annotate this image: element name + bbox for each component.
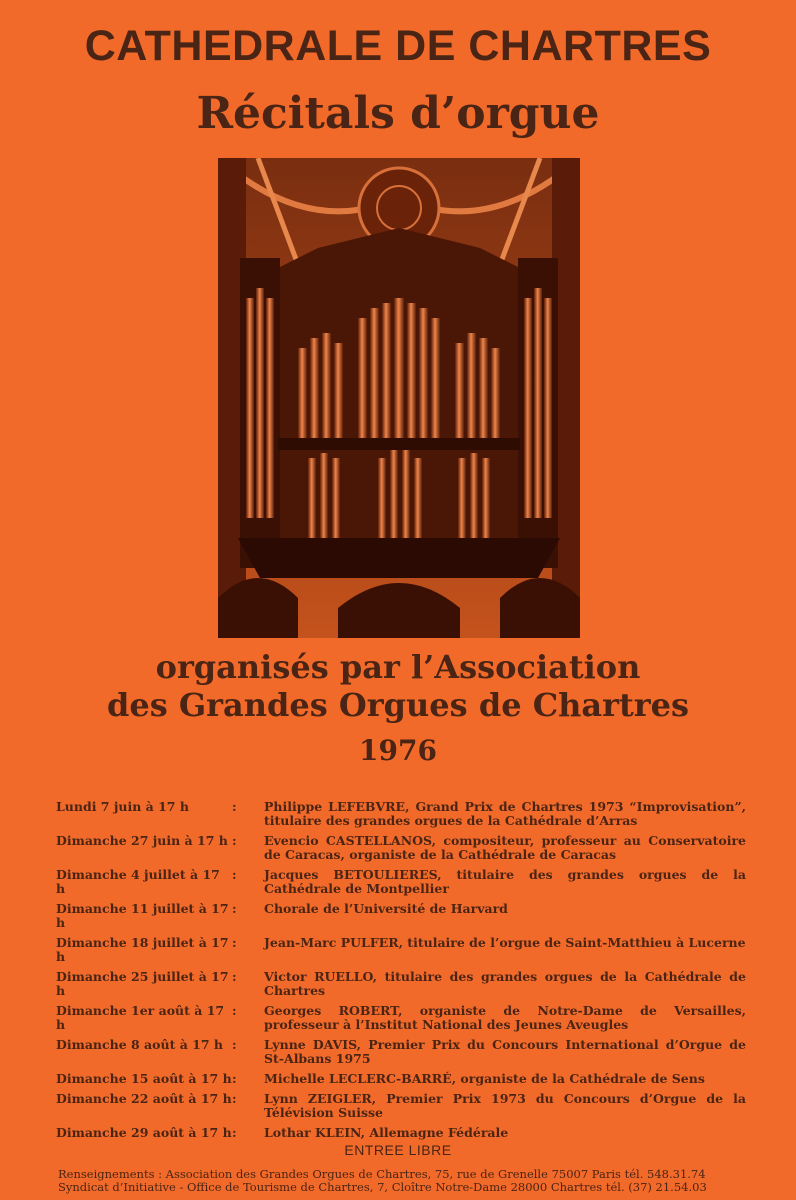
schedule-row [56,970,746,998]
schedule-row [56,1126,746,1140]
schedule-desc: Jean-Marc PULFER, titulaire de l’orgue de Saint-Matthieu à Lucerne [264,935,746,950]
schedule-desc: Jacques BETOULIERES, titulaire des grandes orgues de la Cathédrale de Montpellier [264,867,746,896]
schedule-desc: Evencio CASTELLANOS, compositeur, professeur au Conservatoire de Caracas, organiste de la Cathédrale de Caracas [264,833,746,862]
schedule-date: Dimanche 11 juillet à 17 h [56,901,229,930]
free-entry-note: ENTREE LIBRE [344,1142,452,1158]
organizer-line-2: des Grandes Orgues de Chartres [106,686,690,724]
separator: : [232,1071,237,1086]
schedule-row [56,1038,746,1066]
separator: : [232,867,237,882]
schedule-date: Dimanche 22 août à 17 h [56,1091,232,1106]
separator: : [232,901,237,916]
schedule-desc: Georges ROBERT, organiste de Notre-Dame de Versailles, professeur à l’Institut National des Jeunes Aveugles [264,1003,746,1032]
schedule-row [56,868,746,896]
schedule-desc: Victor RUELLO, titulaire des grandes orgues de la Cathédrale de Chartres [264,969,746,998]
schedule-date: Dimanche 4 juillet à 17 h [56,867,220,896]
schedule-row [56,1004,746,1032]
separator: : [232,833,237,848]
schedule-date: Dimanche 25 juillet à 17 h [56,969,229,998]
separator: : [232,935,237,950]
contact-line-2: Syndicat d’Initiative - Office de Tourisme de Chartres, 7, Cloître Notre-Dame 28000 Chartres tél. (37) 21.54.03 [58,1180,707,1194]
poster-title: CATHEDRALE DE CHARTRES [84,22,712,70]
schedule-date: Dimanche 27 juin à 17 h [56,833,228,848]
schedule-date: Dimanche 15 août à 17 h [56,1071,232,1086]
schedule-row [56,1092,746,1120]
recital-schedule [56,800,746,1146]
schedule-desc: Philippe LEFEBVRE, Grand Prix de Chartres 1973 “Improvisation”, titulaire des grandes orgues de la Cathédrale d’Arras [264,799,746,828]
organizer-line-1: organisés par l’Association [155,648,641,686]
schedule-row [56,936,746,964]
contact-info [58,1168,748,1194]
schedule-desc: Lynne DAVIS, Premier Prix du Concours International d’Orgue de St-Albans 1975 [264,1037,746,1066]
separator: : [232,1037,237,1052]
schedule-row [56,1072,746,1086]
schedule-desc: Michelle LECLERC-BARRÉ, organiste de la Cathédrale de Sens [264,1071,705,1086]
separator: : [232,1003,237,1018]
organ-photo [218,158,580,638]
year: 1976 [359,734,437,767]
schedule-row [56,800,746,828]
schedule-desc: Chorale de l’Université de Harvard [264,901,508,916]
separator: : [232,1091,237,1106]
schedule-date: Dimanche 1er août à 17 h [56,1003,225,1032]
separator: : [232,1125,237,1140]
schedule-date: Dimanche 8 août à 17 h [56,1037,223,1052]
schedule-date: Dimanche 18 juillet à 17 h [56,935,229,964]
schedule-row [56,902,746,930]
schedule-date: Lundi 7 juin à 17 h [56,799,189,814]
separator: : [232,799,237,814]
schedule-date: Dimanche 29 août à 17 h [56,1125,232,1140]
contact-line-1: Renseignements : Association des Grandes Orgues de Chartres, 75, rue de Grenelle 75007 Paris tél. 548.31.74 [58,1167,706,1181]
schedule-desc: Lynn ZEIGLER, Premier Prix 1973 du Concours d’Orgue de la Télévision Suisse [264,1091,746,1120]
poster-subtitle: Récitals d’orgue [196,88,600,139]
schedule-row [56,834,746,862]
schedule-desc: Lothar KLEIN, Allemagne Fédérale [264,1125,509,1140]
separator: : [232,969,237,984]
organizer-text [0,648,796,724]
